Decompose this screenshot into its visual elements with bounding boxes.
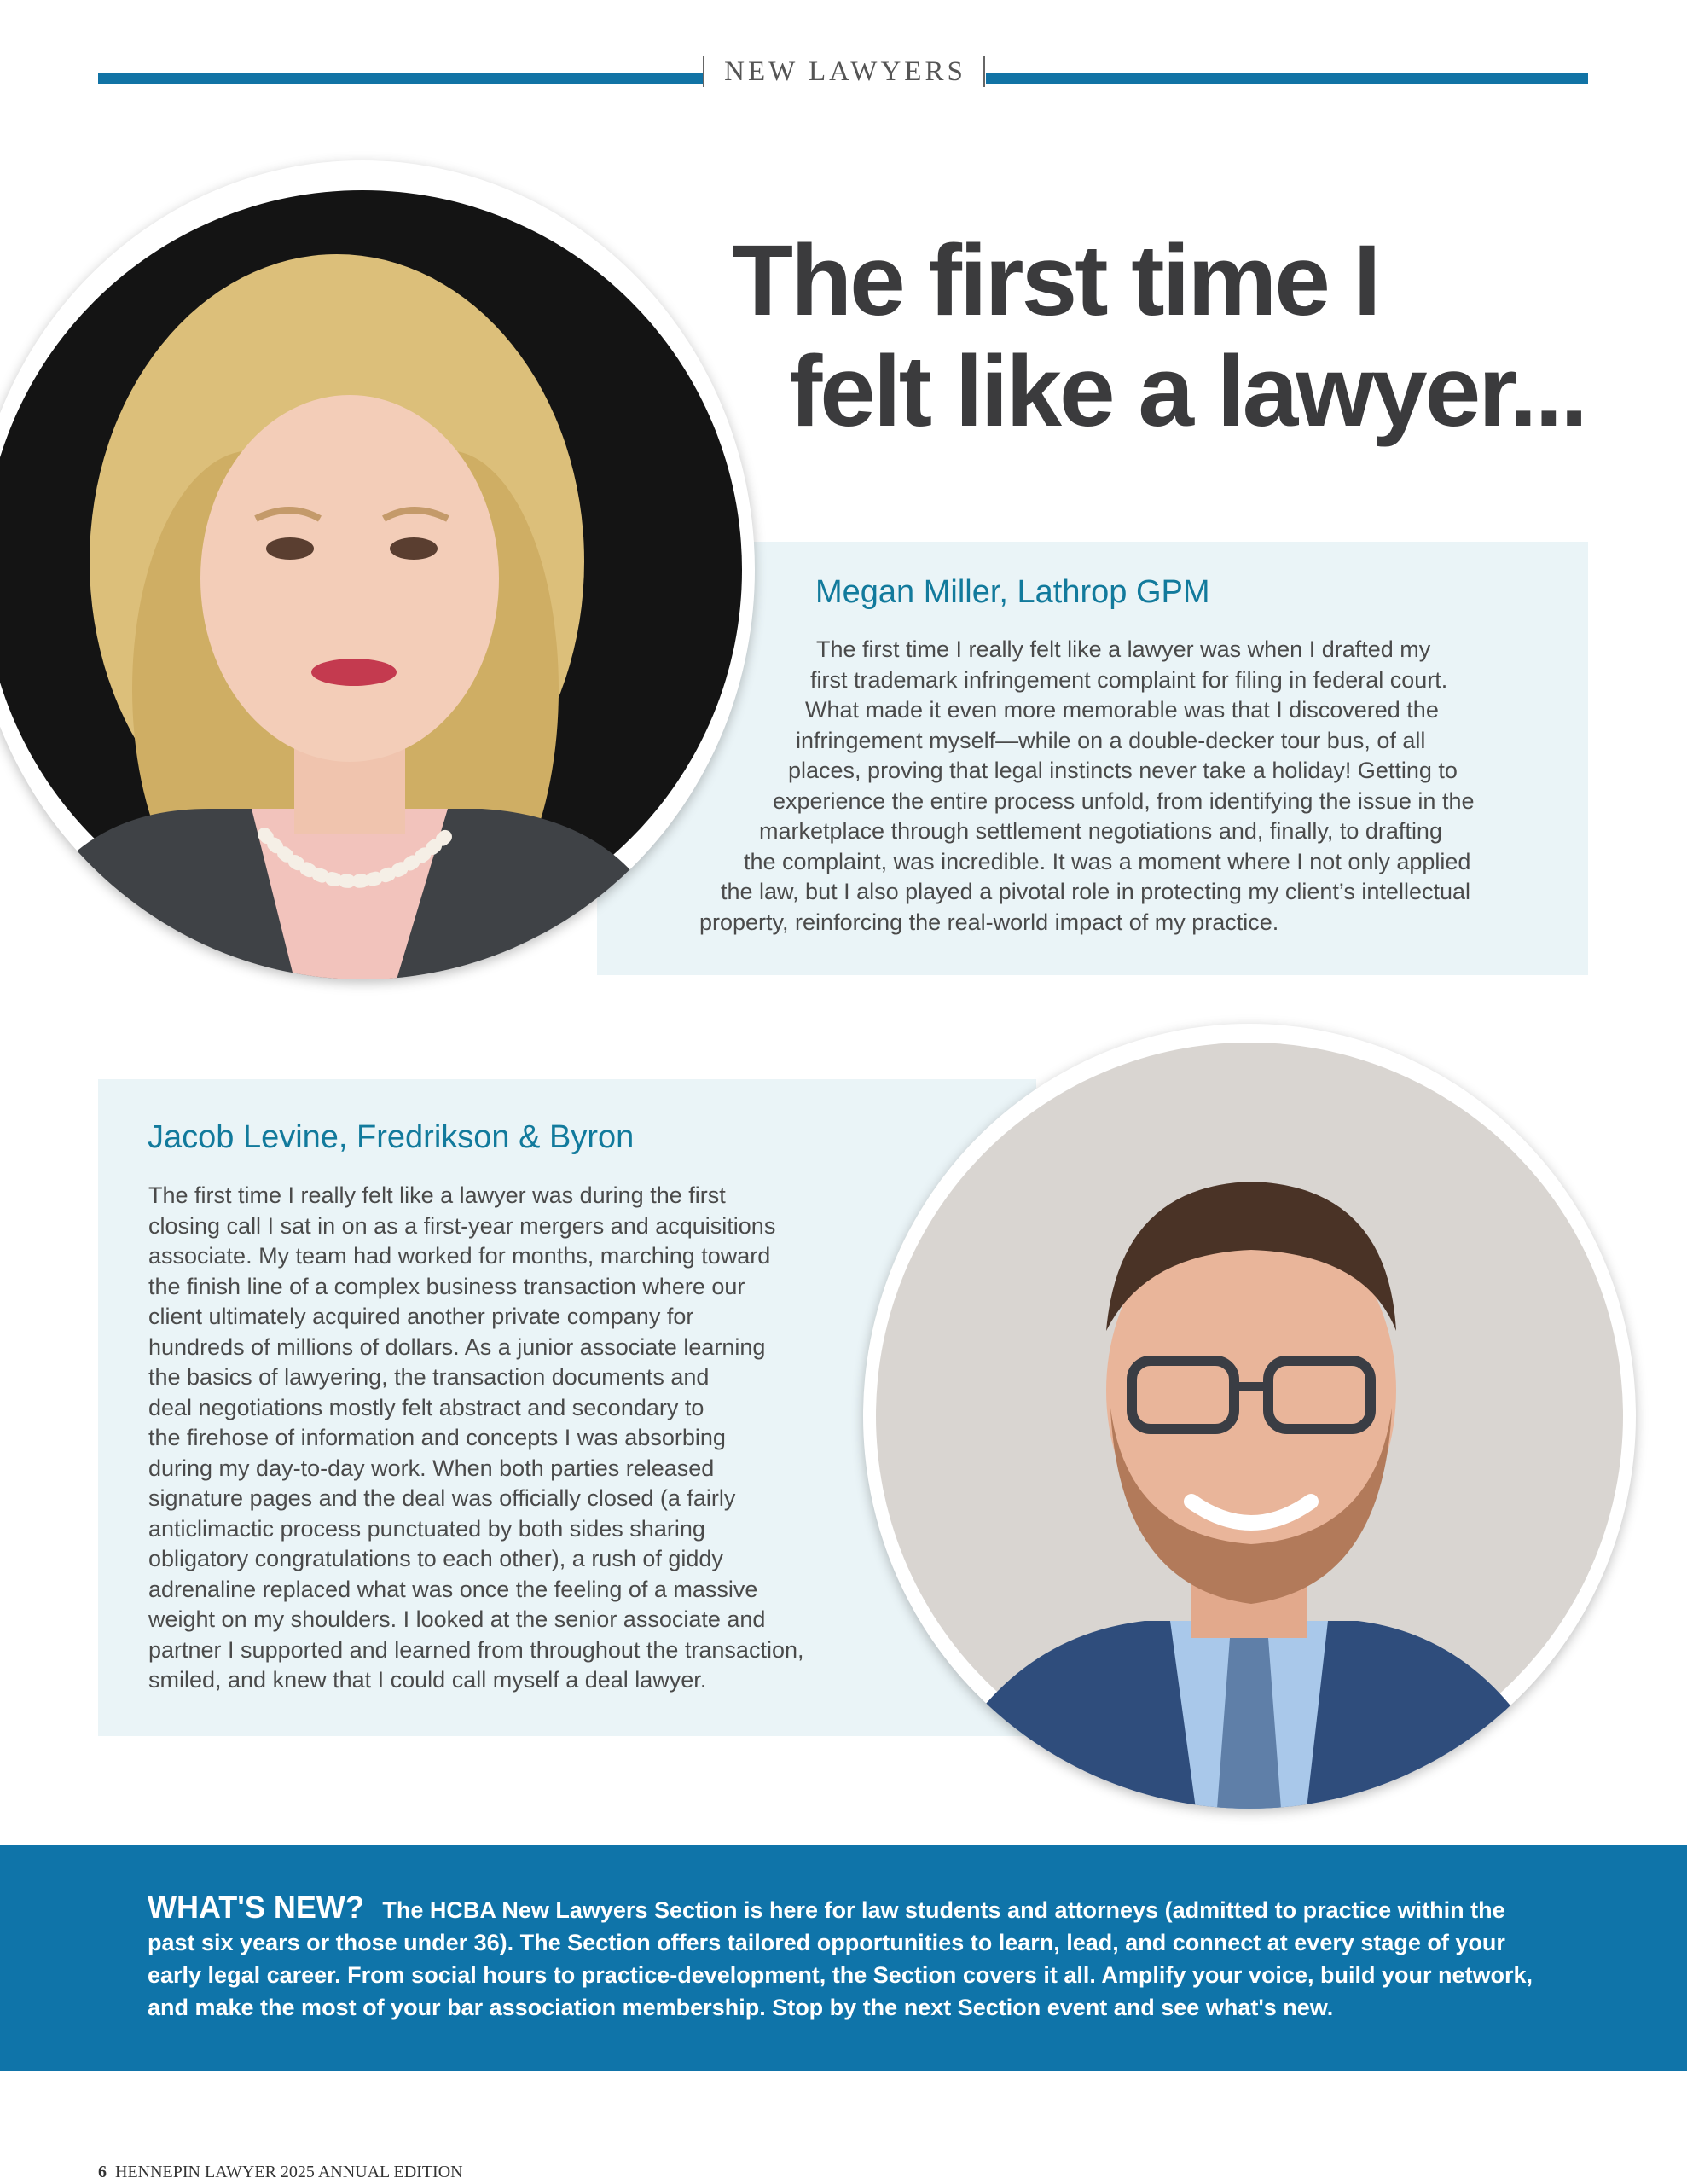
quote-jacob-line: anticlimactic process punctuated by both sides sharing	[148, 1516, 705, 1542]
quote-jacob-line: closing call I sat in on as a first-year mergers and acquisitions	[148, 1213, 776, 1239]
whats-new-line-2: past six years or those under 36). The Section offers tailored opportunities to learn, lead, and connect at every stage of your	[148, 1930, 1505, 1955]
whats-new-line-1	[148, 1892, 1505, 1923]
quote-jacob-line: smiled, and knew that I could call myself a deal lawyer.	[148, 1667, 707, 1693]
quote-megan-line: What made it even more memorable was that I discovered the	[805, 697, 1439, 723]
quote-jacob-line: weight on my shoulders. I looked at the senior associate and	[148, 1606, 766, 1632]
quote-megan-line: marketplace through settlement negotiations and, finally, to drafting	[759, 818, 1442, 844]
quote-jacob-line: adrenaline replaced what was once the feeling of a massive	[148, 1577, 758, 1602]
whats-new-text: The HCBA New Lawyers Section is here for law students and attorneys (admitted to practice within the	[382, 1897, 1505, 1923]
portrait-illustration-jacob	[863, 1024, 1636, 1809]
header-rule-left	[98, 73, 704, 84]
portrait-illustration-megan	[0, 160, 755, 979]
whats-new-line-3: early legal career. From social hours to practice-development, the Section covers it all. Amplify your voice, build your network,	[148, 1962, 1533, 1988]
page-footer	[98, 2163, 463, 2182]
quote-jacob-line: partner I supported and learned from throughout the transaction,	[148, 1637, 804, 1663]
quote-jacob-line: deal negotiations mostly felt abstract and secondary to	[148, 1395, 704, 1420]
whats-new-title: WHAT'S NEW?	[148, 1890, 364, 1925]
quote-jacob-line: hundreds of millions of dollars. As a junior associate learning	[148, 1334, 766, 1360]
publication-title: HENNEPIN LAWYER 2025 ANNUAL EDITION	[115, 2163, 463, 2181]
headline-line-1: The first time I	[732, 224, 1379, 337]
quote-megan-line: places, proving that legal instincts never take a holiday! Getting to	[788, 758, 1458, 783]
portrait-photo-jacob	[863, 1024, 1636, 1809]
quote-jacob-line: associate. My team had worked for months, marching toward	[148, 1243, 771, 1269]
quote-megan-line: the law, but I also played a pivotal role in protecting my client’s intellectual	[721, 879, 1470, 904]
quote-megan-line: property, reinforcing the real-world impact of my practice.	[699, 909, 1279, 935]
section-label: NEW LAWYERS	[724, 56, 966, 87]
header-rule-right	[986, 73, 1588, 84]
quote-jacob-line: during my day-to-day work. When both parties released	[148, 1455, 715, 1481]
quote-jacob-line: obligatory congratulations to each other), a rush of giddy	[148, 1546, 723, 1571]
quote-jacob-line: the finish line of a complex business transaction where our	[148, 1274, 745, 1299]
quote-megan-line: the complaint, was incredible. It was a moment where I not only applied	[744, 849, 1471, 874]
quote-megan-line: first trademark infringement complaint for filing in federal court.	[810, 667, 1448, 693]
whats-new-line-4: and make the most of your bar association membership. Stop by the next Section event and see what's new.	[148, 1995, 1334, 2020]
quote-jacob-line: the basics of lawyering, the transaction documents and	[148, 1364, 710, 1390]
author-name-jacob: Jacob Levine, Fredrikson & Byron	[148, 1119, 635, 1155]
quote-jacob-line: signature pages and the deal was officially closed (a fairly	[148, 1485, 736, 1511]
whats-new-banner	[0, 1845, 1687, 2071]
quote-megan-line: experience the entire process unfold, from identifying the issue in the	[773, 788, 1475, 814]
quote-jacob-line: client ultimately acquired another private company for	[148, 1304, 694, 1329]
quote-jacob-line: the firehose of information and concepts I was absorbing	[148, 1425, 726, 1450]
quote-jacob-line: The first time I really felt like a lawyer was during the first	[148, 1182, 726, 1208]
header-divider-left	[703, 56, 704, 87]
quote-megan-line: infringement myself—while on a double-decker tour bus, of all	[796, 728, 1426, 753]
header-divider-right	[983, 56, 985, 87]
page-number: 6	[98, 2163, 107, 2181]
quote-megan-line: The first time I really felt like a lawyer was when I drafted my	[816, 636, 1431, 662]
portrait-photo-megan	[0, 160, 755, 979]
author-name-megan: Megan Miller, Lathrop GPM	[815, 574, 1210, 610]
headline-line-2: felt like a lawyer...	[789, 335, 1586, 448]
